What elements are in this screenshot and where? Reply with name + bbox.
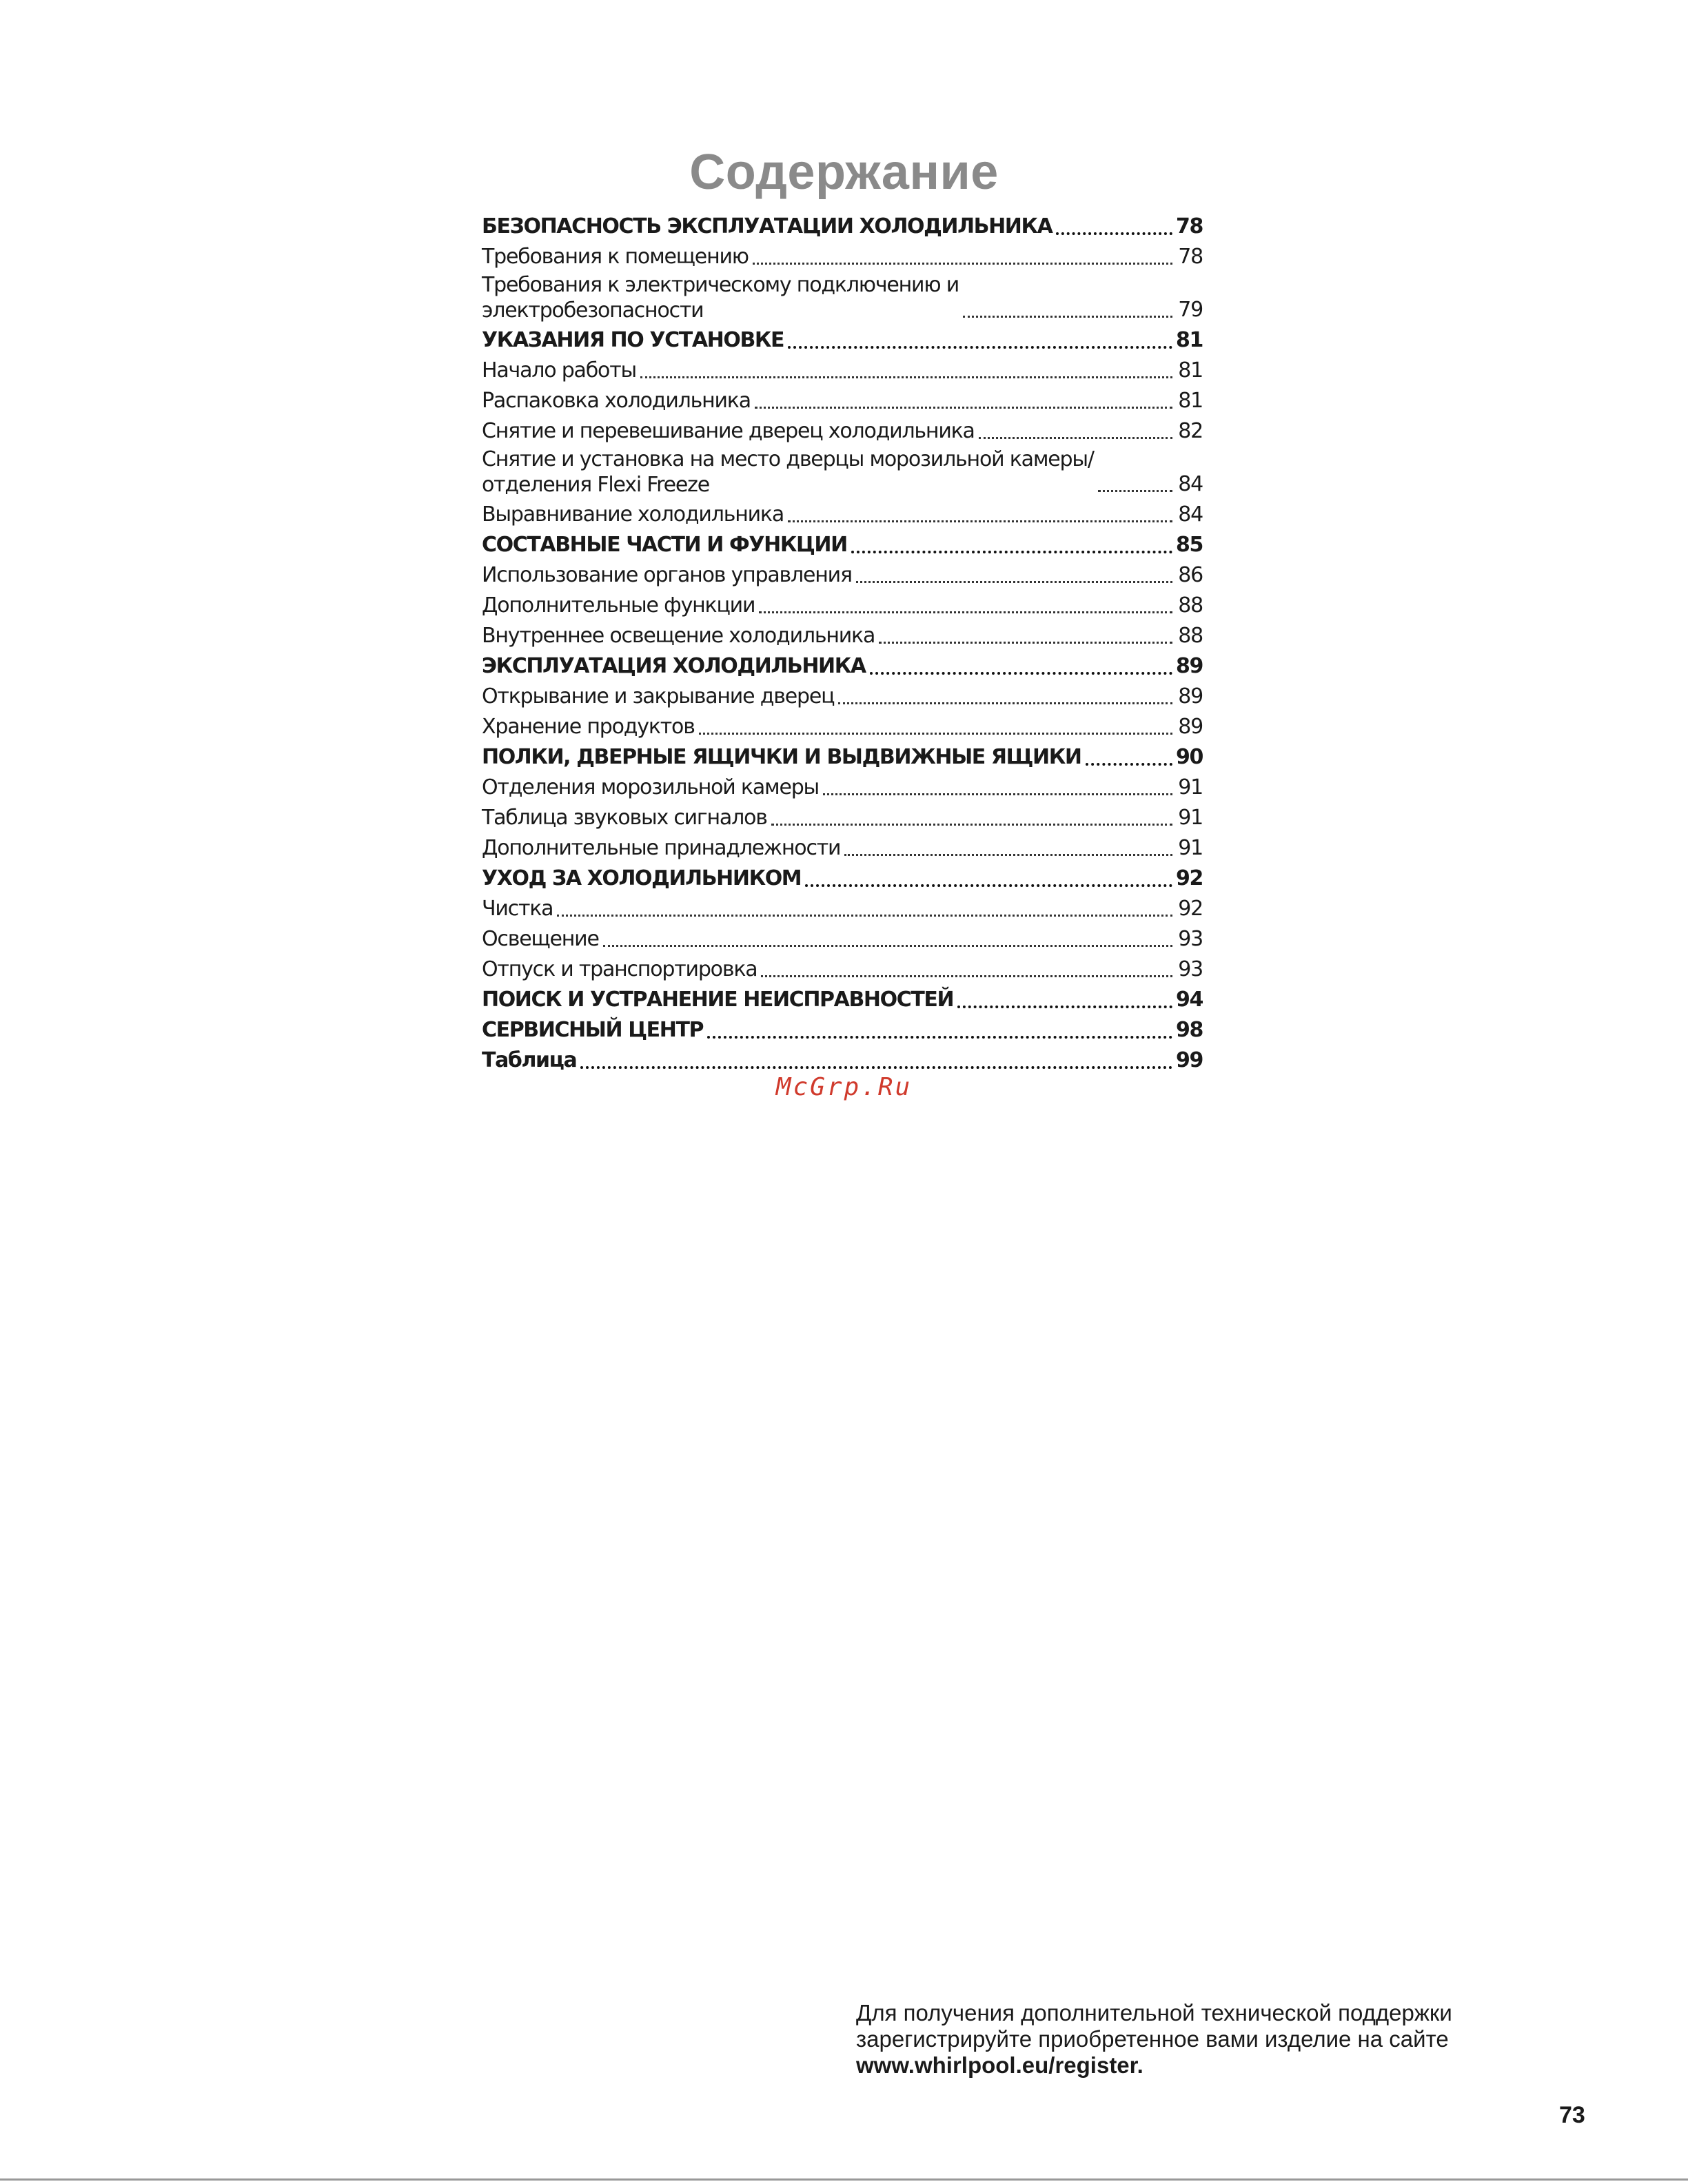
toc-section-entry[interactable] [482, 1015, 1203, 1045]
toc-dot-leader [844, 854, 1172, 856]
toc-dot-leader [707, 1036, 1172, 1039]
toc-entry-label: Внутреннее освещение холодильника [482, 624, 875, 648]
toc-entry-page-number: 91 [1178, 806, 1203, 830]
page-number: 73 [1559, 2102, 1585, 2128]
toc-subsection-entry[interactable] [482, 386, 1203, 416]
toc-section-entry[interactable] [482, 1045, 1203, 1076]
toc-dot-leader [1098, 490, 1172, 492]
toc-dot-leader [759, 611, 1172, 613]
toc-subsection-entry[interactable] [482, 560, 1203, 591]
toc-dot-leader [755, 407, 1172, 409]
toc-entry-label: ПОЛКИ, ДВЕРНЫЕ ЯЩИЧКИ И ВЫДВИЖНЫЕ ЯЩИКИ [482, 745, 1081, 769]
toc-entry-page-number: 89 [1178, 715, 1203, 739]
support-note-line-2: зарегистрируйте приобретенное вами изделие на сайте [856, 2026, 1449, 2052]
toc-subsection-entry[interactable] [482, 272, 1203, 325]
toc-subsection-entry[interactable] [482, 500, 1203, 530]
toc-subsection-entry[interactable] [482, 955, 1203, 985]
toc-entry-label: Снятие и установка на место дверцы морозильной камеры/ отделения Flexi Freeze [482, 447, 1094, 497]
toc-entry-label: СОСТАВНЫЕ ЧАСТИ И ФУНКЦИИ [482, 533, 847, 557]
support-note [856, 2000, 1545, 2079]
toc-dot-leader [557, 915, 1172, 917]
toc-dot-leader [979, 437, 1172, 439]
toc-entry-page-number: 81 [1176, 328, 1203, 352]
toc-entry-page-number: 85 [1176, 533, 1203, 557]
table-of-contents [482, 212, 1203, 1076]
toc-dot-leader [805, 884, 1172, 887]
toc-entry-page-number: 84 [1178, 502, 1203, 527]
toc-entry-page-number: 91 [1178, 775, 1203, 799]
toc-entry-page-number: 88 [1178, 593, 1203, 618]
toc-entry-label: Требования к помещению [482, 245, 749, 269]
toc-dot-leader [580, 1066, 1172, 1069]
support-note-line-1: Для получения дополнительной технической поддержки [856, 2000, 1452, 2025]
page-title: Содержание [689, 145, 999, 200]
toc-entry-label: Распаковка холодильника [482, 389, 751, 413]
toc-dot-leader [856, 581, 1172, 583]
toc-entry-page-number: 88 [1178, 624, 1203, 648]
toc-entry-label: Таблица [482, 1048, 577, 1072]
toc-section-entry[interactable] [482, 651, 1203, 682]
toc-section-entry[interactable] [482, 985, 1203, 1015]
toc-section-entry[interactable] [482, 325, 1203, 356]
toc-entry-label: Хранение продуктов [482, 715, 695, 739]
toc-dot-leader [788, 520, 1172, 522]
toc-dot-leader [1086, 763, 1172, 766]
watermark: McGrp.Ru [775, 1073, 913, 1101]
toc-entry-label: Снятие и перевешивание дверец холодильника [482, 419, 975, 443]
toc-entry-label: Чистка [482, 897, 553, 921]
toc-entry-page-number: 81 [1178, 358, 1203, 382]
toc-dot-leader [879, 642, 1172, 644]
toc-subsection-entry[interactable] [482, 712, 1203, 742]
toc-entry-page-number: 92 [1176, 866, 1203, 890]
toc-section-entry[interactable] [482, 742, 1203, 773]
toc-section-entry[interactable] [482, 864, 1203, 894]
toc-dot-leader [963, 316, 1172, 318]
toc-entry-page-number: 90 [1176, 745, 1203, 769]
toc-entry-page-number: 99 [1176, 1048, 1203, 1072]
toc-dot-leader [603, 945, 1172, 947]
toc-dot-leader [699, 733, 1172, 735]
toc-entry-label: УКАЗАНИЯ ПО УСТАНОВКЕ [482, 328, 784, 352]
toc-entry-label: СЕРВИСНЫЙ ЦЕНТР [482, 1018, 704, 1042]
toc-dot-leader [771, 824, 1172, 826]
toc-subsection-entry[interactable] [482, 924, 1203, 955]
toc-dot-leader [1056, 232, 1172, 235]
toc-subsection-entry[interactable] [482, 591, 1203, 621]
toc-entry-label: Открывание и закрывание дверец [482, 684, 835, 708]
toc-dot-leader [957, 1006, 1172, 1008]
toc-subsection-entry[interactable] [482, 682, 1203, 712]
toc-entry-label: Отделения морозильной камеры [482, 775, 820, 799]
toc-entry-label: БЕЗОПАСНОСТЬ ЭКСПЛУАТАЦИИ ХОЛОДИЛЬНИКА [482, 214, 1053, 238]
toc-entry-label: Выравнивание холодильника [482, 502, 784, 527]
toc-dot-leader [851, 551, 1172, 553]
toc-dot-leader [870, 672, 1172, 675]
toc-entry-page-number: 93 [1178, 927, 1203, 951]
toc-entry-label: ПОИСК И УСТРАНЕНИЕ НЕИСПРАВНОСТЕЙ [482, 988, 954, 1012]
toc-entry-page-number: 92 [1178, 897, 1203, 921]
bottom-divider [0, 2178, 1688, 2181]
toc-entry-label: Начало работы [482, 358, 636, 382]
toc-subsection-entry[interactable] [482, 894, 1203, 924]
toc-dot-leader [823, 793, 1172, 795]
toc-subsection-entry[interactable] [482, 447, 1203, 500]
toc-subsection-entry[interactable] [482, 803, 1203, 833]
toc-entry-label: Дополнительные функции [482, 593, 755, 618]
toc-subsection-entry[interactable] [482, 833, 1203, 864]
toc-dot-leader [753, 263, 1172, 265]
toc-dot-leader [838, 702, 1172, 704]
toc-entry-page-number: 93 [1178, 957, 1203, 981]
toc-entry-page-number: 89 [1178, 684, 1203, 708]
toc-entry-label: Дополнительные принадлежности [482, 836, 841, 860]
toc-subsection-entry[interactable] [482, 621, 1203, 651]
toc-entry-label: Освещение [482, 927, 599, 951]
toc-entry-page-number: 86 [1178, 563, 1203, 587]
toc-subsection-entry[interactable] [482, 242, 1203, 272]
toc-subsection-entry[interactable] [482, 416, 1203, 447]
toc-entry-page-number: 82 [1178, 419, 1203, 443]
toc-entry-page-number: 78 [1178, 245, 1203, 269]
toc-dot-leader [761, 975, 1172, 977]
toc-entry-label: Отпуск и транспортировка [482, 957, 757, 981]
toc-subsection-entry[interactable] [482, 356, 1203, 386]
toc-entry-label: ЭКСПЛУАТАЦИЯ ХОЛОДИЛЬНИКА [482, 654, 866, 678]
toc-dot-leader [640, 376, 1172, 378]
toc-dot-leader [788, 346, 1172, 349]
toc-entry-page-number: 91 [1178, 836, 1203, 860]
toc-entry-page-number: 98 [1176, 1018, 1203, 1042]
toc-subsection-entry[interactable] [482, 773, 1203, 803]
toc-entry-page-number: 84 [1178, 472, 1203, 496]
toc-entry-label: Таблица звуковых сигналов [482, 806, 767, 830]
toc-entry-label: УХОД ЗА ХОЛОДИЛЬНИКОМ [482, 866, 802, 890]
toc-entry-page-number: 94 [1176, 988, 1203, 1012]
toc-entry-page-number: 81 [1178, 389, 1203, 413]
toc-entry-page-number: 79 [1178, 298, 1203, 322]
register-link[interactable]: www.whirlpool.eu/register. [856, 2052, 1143, 2078]
toc-entry-page-number: 89 [1176, 654, 1203, 678]
toc-entry-page-number: 78 [1176, 214, 1203, 238]
toc-entry-label: Использование органов управления [482, 563, 852, 587]
toc-section-entry[interactable] [482, 212, 1203, 242]
toc-entry-label: Требования к электрическому подключению и электробезопасности [482, 273, 959, 323]
toc-section-entry[interactable] [482, 530, 1203, 560]
